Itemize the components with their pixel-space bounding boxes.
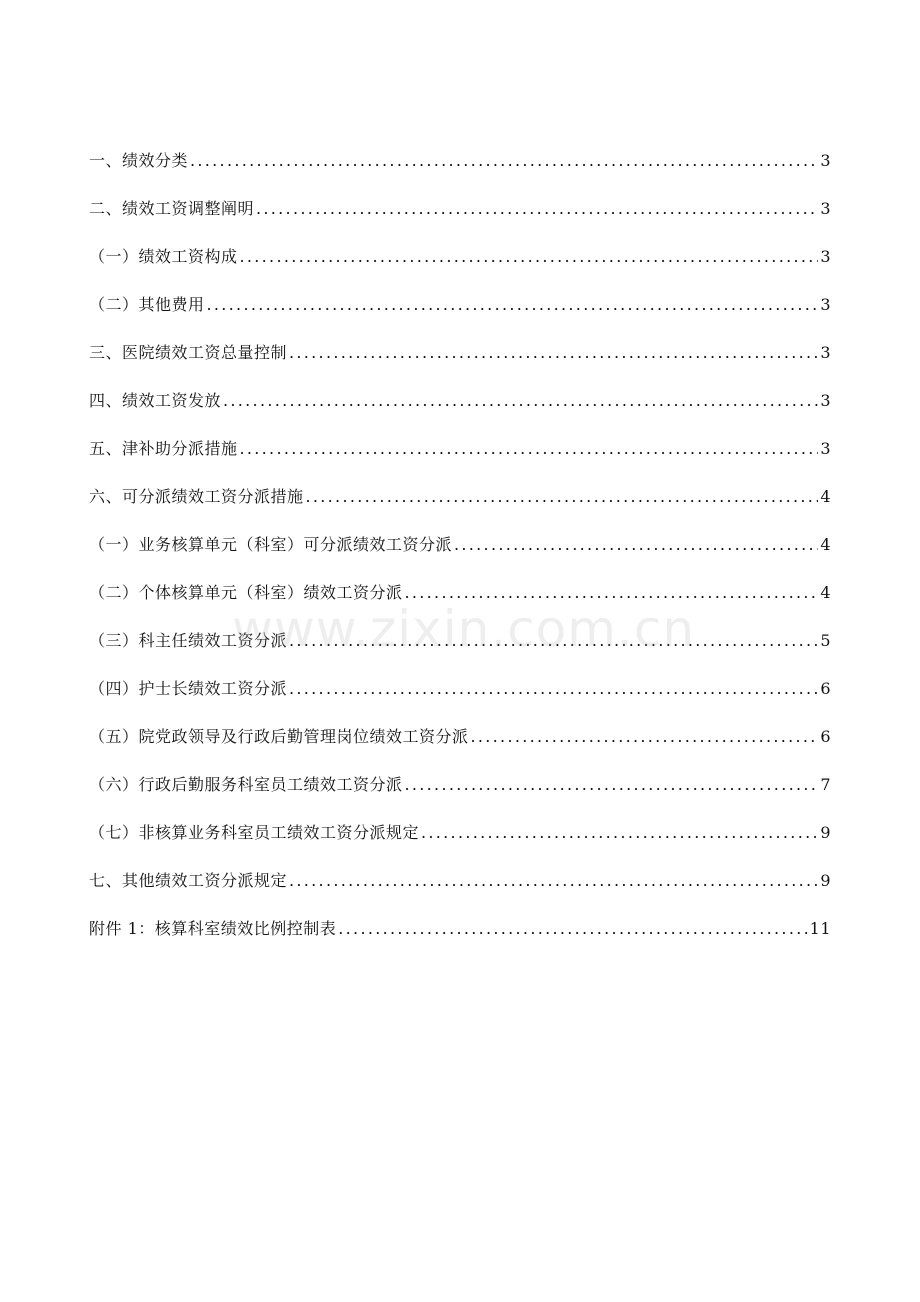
toc-dot-leader [471, 724, 819, 750]
toc-page-number: 3 [820, 247, 831, 266]
toc-entry[interactable] [89, 820, 831, 868]
toc-entry[interactable] [89, 340, 831, 388]
toc-entry-title: （七）非核算业务科室员工绩效工资分派规定 [89, 823, 420, 842]
toc-dot-leader [289, 628, 818, 654]
toc-entry-title: （五）院党政领导及行政后勤管理岗位绩效工资分派 [89, 727, 469, 746]
toc-entry-title: （四）护士长绩效工资分派 [89, 679, 288, 698]
toc-entry[interactable] [89, 676, 831, 724]
toc-page-number: 6 [820, 679, 831, 698]
toc-page-number: 3 [820, 391, 831, 410]
table-of-contents [89, 148, 831, 942]
toc-page-number: 7 [820, 775, 831, 794]
toc-entry-title: （三）科主任绩效工资分派 [89, 631, 288, 650]
toc-page-number: 5 [820, 631, 831, 650]
toc-entry-title: 七、其他绩效工资分派规定 [89, 871, 288, 890]
toc-page-number: 3 [820, 439, 831, 458]
toc-page-number: 11 [809, 919, 831, 938]
toc-dot-leader [289, 676, 818, 702]
toc-dot-leader [207, 292, 819, 318]
toc-entry[interactable] [89, 436, 831, 484]
toc-entry-title: 六、可分派绩效工资分派措施 [89, 487, 304, 506]
watermark-text: www.zixin.com.cn [232, 600, 696, 658]
toc-page-number: 3 [820, 295, 831, 314]
toc-entry-title: （一）绩效工资构成 [89, 247, 238, 266]
toc-dot-leader [256, 196, 818, 222]
toc-dot-leader [405, 580, 819, 606]
toc-entry[interactable] [89, 196, 831, 244]
toc-dot-leader [240, 244, 819, 270]
toc-entry-title: （二）其他费用 [89, 295, 205, 314]
toc-dot-leader [223, 388, 818, 414]
toc-page-number: 3 [820, 343, 831, 362]
toc-page-number: 9 [820, 823, 831, 842]
toc-page-number: 9 [820, 871, 831, 890]
toc-entry[interactable] [89, 916, 831, 942]
toc-page-number: 4 [820, 583, 831, 602]
toc-entry-title: 附件 1：核算科室绩效比例控制表 [89, 919, 337, 938]
toc-entry[interactable] [89, 148, 831, 196]
toc-entry[interactable] [89, 580, 831, 628]
toc-dot-leader [240, 436, 819, 462]
toc-entry-title: 二、绩效工资调整阐明 [89, 199, 255, 218]
toc-entry-title: （一）业务核算单元（科室）可分派绩效工资分派 [89, 535, 453, 554]
toc-entry[interactable] [89, 292, 831, 340]
toc-dot-leader [421, 820, 818, 846]
toc-dot-leader [289, 340, 818, 366]
toc-entry-title: 三、医院绩效工资总量控制 [89, 343, 288, 362]
toc-entry[interactable] [89, 244, 831, 292]
toc-page-number: 4 [820, 535, 831, 554]
toc-entry-title: 五、津补助分派措施 [89, 439, 238, 458]
toc-entry[interactable] [89, 772, 831, 820]
toc-entry-title: （二）个体核算单元（科室）绩效工资分派 [89, 583, 403, 602]
toc-dot-leader [306, 484, 819, 510]
toc-dot-leader [338, 916, 807, 942]
toc-dot-leader [405, 772, 819, 798]
toc-page-number: 4 [820, 487, 831, 506]
toc-entry-title: （六）行政后勤服务科室员工绩效工资分派 [89, 775, 403, 794]
toc-entry-title: 四、绩效工资发放 [89, 391, 222, 410]
toc-dot-leader [289, 868, 818, 894]
toc-page-number: 6 [820, 727, 831, 746]
toc-entry[interactable] [89, 724, 831, 772]
toc-entry[interactable] [89, 484, 831, 532]
toc-entry[interactable] [89, 868, 831, 916]
toc-dot-leader [190, 148, 818, 174]
toc-entry-title: 一、绩效分类 [89, 151, 189, 170]
toc-page-number: 3 [820, 151, 831, 170]
toc-entry[interactable] [89, 628, 831, 676]
toc-page-number: 3 [820, 199, 831, 218]
toc-entry[interactable] [89, 388, 831, 436]
toc-dot-leader [454, 532, 818, 558]
toc-entry[interactable] [89, 532, 831, 580]
